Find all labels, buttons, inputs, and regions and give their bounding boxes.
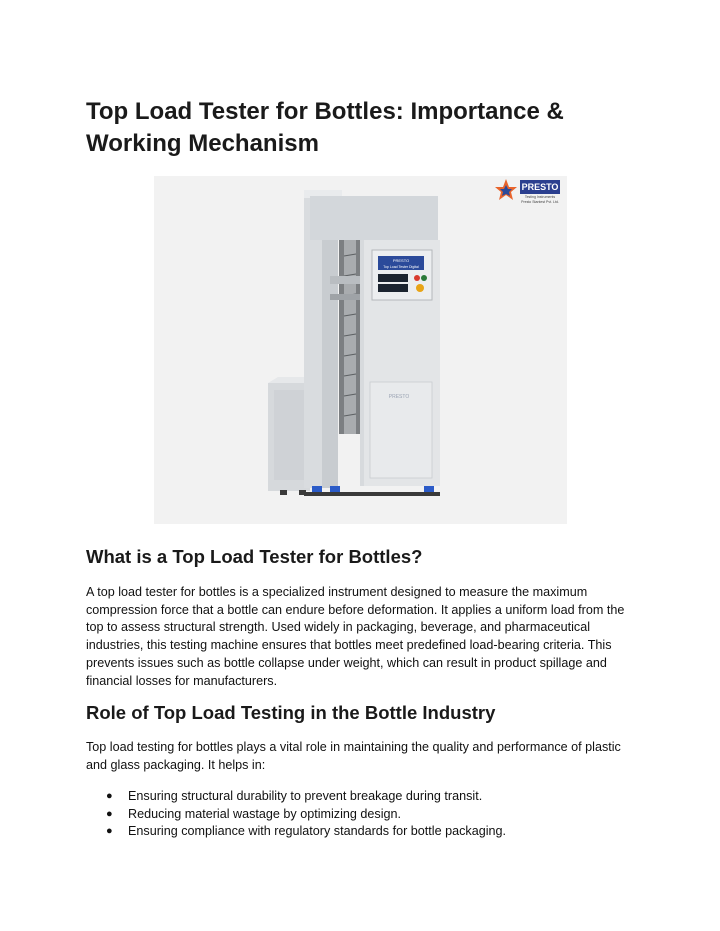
list-item-text: Reducing material wastage by optimizing design.	[128, 806, 402, 821]
page-title: Top Load Tester for Bottles: Importance & Working Mechanism	[86, 98, 564, 157]
svg-text:Top Load Tester Digital: Top Load Tester Digital	[383, 265, 419, 269]
list-item-text: Ensuring structural durability to prevent breakage during transit.	[128, 789, 483, 803]
list-item-text: Ensuring compliance with regulatory standards for bottle packaging.	[128, 824, 507, 838]
bullet-icon: ●	[106, 807, 113, 820]
section-paragraph-what-is: A top load tester for bottles is a specialized instrument designed to measure the maximum compression force that a bottle can endure before deformation. It applies a uniform load from the top to assess structural strength. Used widely in packaging, beverage, and pharmaceutical industries, this testing machine ensures that bottles meet predefined load-bearing criteria. This prevents issues such as bottle collapse under weight, which can result in product spillage and financial losses for manufacturers.	[86, 585, 625, 688]
product-image	[154, 176, 567, 524]
machine-frame	[304, 190, 440, 496]
benefits-list	[86, 788, 646, 841]
list-item	[86, 823, 646, 841]
list-item	[86, 806, 646, 824]
section-paragraph-role: Top load testing for bottles plays a vital role in maintaining the quality and performance of plastic and glass packaging. It helps in:	[86, 740, 621, 772]
svg-text:Presto Stantest Pvt. Ltd.: Presto Stantest Pvt. Ltd.	[521, 200, 559, 204]
bullet-icon: ●	[106, 825, 113, 837]
top-load-tester-illustration	[154, 176, 567, 524]
list-item	[86, 788, 646, 806]
svg-text:PRESTO: PRESTO	[392, 258, 410, 263]
section-heading-what-is: What is a Top Load Tester for Bottles?	[86, 546, 423, 567]
svg-text:Testing Instruments: Testing Instruments	[524, 195, 556, 199]
svg-text:PRESTO: PRESTO	[388, 394, 410, 400]
bullet-icon: ●	[106, 790, 113, 802]
section-heading-role: Role of Top Load Testing in the Bottle Industry	[86, 702, 496, 723]
svg-text:PRESTO: PRESTO	[521, 182, 559, 192]
